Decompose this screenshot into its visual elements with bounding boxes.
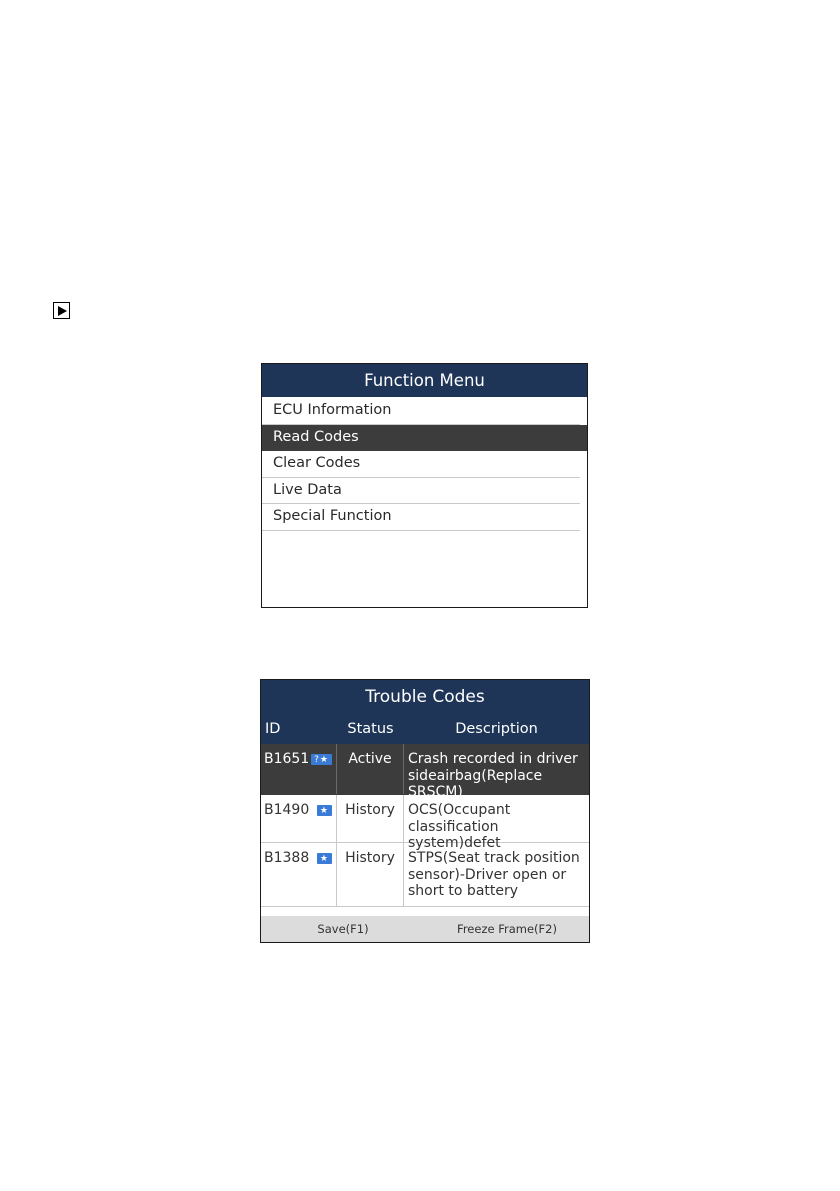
- code-description: OCS(Occupant classification system)defet: [408, 802, 511, 851]
- code-description: Crash recorded in driver sideairbag(Replace SRSCM): [408, 751, 578, 800]
- trouble-codes-title: Trouble Codes: [261, 680, 589, 714]
- menu-item-clear-codes[interactable]: Clear Codes: [262, 451, 580, 478]
- function-menu-list: [262, 397, 587, 531]
- code-id: B1490: [264, 802, 310, 818]
- star-badge-icon[interactable]: ★: [317, 853, 332, 864]
- header-status: Status: [347, 721, 394, 737]
- code-status: History: [337, 795, 404, 842]
- header-id: ID: [265, 721, 281, 737]
- table-row[interactable]: [261, 795, 589, 851]
- code-id: B1388: [264, 850, 310, 866]
- play-arrow-icon: [53, 302, 70, 319]
- codes-table-header: [261, 714, 589, 744]
- help-star-badge-icon[interactable]: ?★: [311, 754, 332, 765]
- function-menu-title: Function Menu: [262, 364, 587, 397]
- header-description: Description: [455, 721, 538, 737]
- table-row[interactable]: [261, 843, 589, 907]
- save-button[interactable]: Save(F1): [317, 922, 369, 936]
- menu-item-special-function[interactable]: Special Function: [262, 504, 580, 531]
- function-key-bar: [261, 916, 589, 942]
- table-row[interactable]: [261, 744, 589, 800]
- menu-item-read-codes[interactable]: Read Codes: [262, 425, 587, 452]
- code-id: B1651: [264, 751, 310, 767]
- code-status: Active: [337, 744, 404, 794]
- trouble-codes-screen: [260, 679, 590, 943]
- function-menu-screen: [261, 363, 588, 608]
- code-status: History: [337, 843, 404, 906]
- freeze-frame-button[interactable]: Freeze Frame(F2): [457, 922, 557, 936]
- star-badge-icon[interactable]: ★: [317, 805, 332, 816]
- menu-item-live-data[interactable]: Live Data: [262, 478, 580, 505]
- code-description: STPS(Seat track position sensor)-Driver open or short to battery: [408, 850, 580, 899]
- menu-item-ecu-information[interactable]: ECU Information: [262, 398, 580, 425]
